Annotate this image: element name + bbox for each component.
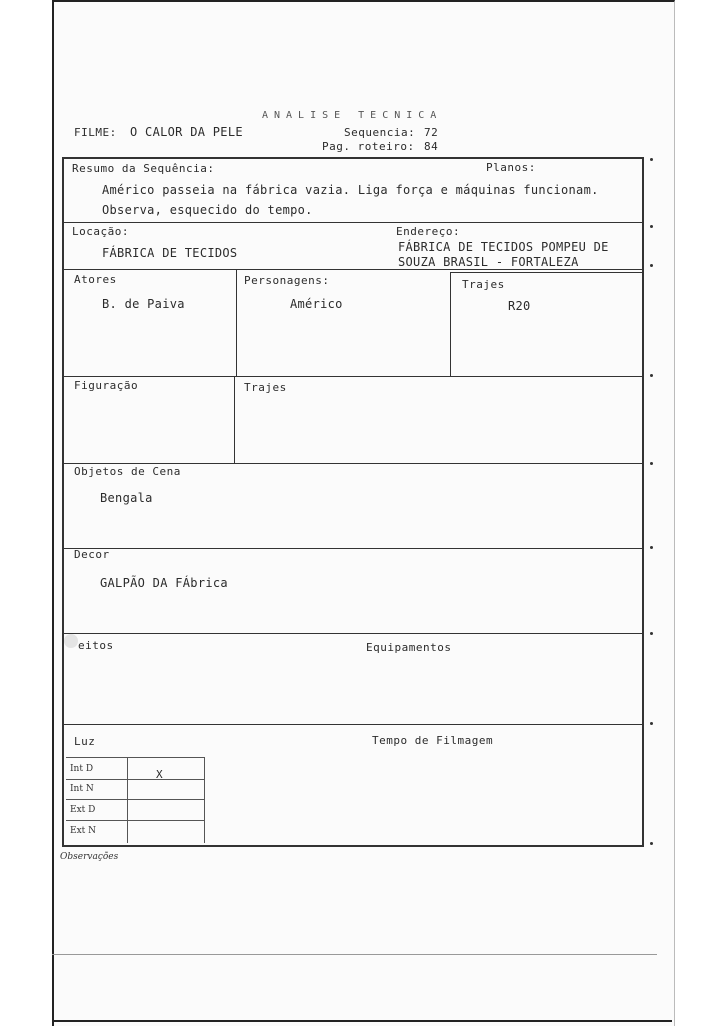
planos-label: Planos: — [486, 161, 536, 174]
trajes-label: Trajes — [462, 278, 505, 291]
equipamentos-label: Equipamentos — [366, 641, 452, 654]
page-label: Pag. roteiro: — [322, 140, 415, 153]
margin-dot — [650, 374, 653, 377]
figuracao-trajes-label: Trajes — [244, 381, 287, 394]
personagens-label: Personagens: — [244, 274, 330, 287]
luz-row-int-n: Int N — [70, 784, 94, 794]
resumo-line-1: Américo passeia na fábrica vazia. Liga força e máquinas funcionam. — [102, 183, 599, 197]
luz-mark-int-d: X — [156, 768, 164, 781]
sequence-label: Sequencia: — [344, 126, 416, 139]
margin-dot — [650, 546, 653, 549]
film-label: FILME: — [74, 126, 117, 139]
page-bottom-edge — [52, 1020, 672, 1022]
page-value: 84 — [424, 140, 439, 153]
margin-dot — [650, 158, 653, 161]
divider-personagens-trajes — [450, 272, 451, 376]
divider-decor — [62, 633, 644, 634]
luz-row-ext-d: Ext D — [70, 805, 96, 815]
divider-figuracao-trajes — [234, 376, 235, 463]
luz-table-col — [204, 757, 205, 843]
film-value: O CALOR DA PELE — [130, 125, 243, 139]
luz-table-line — [66, 820, 204, 821]
margin-dot — [650, 225, 653, 228]
atores-value: B. de Paiva — [102, 297, 185, 311]
luz-table-col — [127, 757, 128, 843]
sequence-value: 72 — [424, 126, 439, 139]
divider-efeitos — [62, 724, 644, 725]
endereco-line-1: FÁBRICA DE TECIDOS POMPEU DE — [398, 240, 609, 254]
decor-value: GALPÃO DA FÁbrica — [100, 576, 228, 590]
endereco-line-2: SOUZA BRASIL - FORTALEZA — [398, 255, 579, 269]
luz-label: Luz — [74, 735, 96, 748]
luz-table-line — [66, 799, 204, 800]
luz-table-top — [66, 757, 204, 758]
divider-trajes-top — [450, 272, 644, 273]
figuracao-label: Figuração — [74, 379, 139, 392]
margin-dot — [650, 632, 653, 635]
efeitos-label: eitos — [78, 639, 114, 652]
objetos-value: Bengala — [100, 491, 153, 505]
locacao-value: FÁBRICA DE TECIDOS — [102, 246, 238, 260]
endereco-label: Endereço: — [396, 225, 461, 238]
form-title: ANALISE TECNICA — [262, 110, 443, 121]
hole-punch-mark — [64, 634, 78, 648]
luz-row-ext-n: Ext N — [70, 826, 96, 836]
margin-dot — [650, 722, 653, 725]
atores-label: Atores — [74, 273, 117, 286]
margin-dot — [650, 264, 653, 267]
luz-row-int-d: Int D — [70, 764, 94, 774]
divider-locacao — [62, 269, 644, 270]
objetos-label: Objetos de Cena — [74, 465, 181, 478]
personagens-value: Américo — [290, 297, 343, 311]
margin-dot — [650, 842, 653, 845]
resumo-line-2: Observa, esquecido do tempo. — [102, 203, 313, 217]
divider-objetos — [62, 548, 644, 549]
divider-resumo — [62, 222, 644, 223]
page-fold-line — [52, 954, 657, 955]
decor-label: Decor — [74, 548, 110, 561]
resumo-label: Resumo da Sequência: — [72, 162, 215, 175]
divider-figuracao — [62, 463, 644, 464]
luz-table-line — [66, 779, 204, 780]
divider-elenco — [62, 376, 644, 377]
locacao-label: Locação: — [72, 225, 129, 238]
observacoes-label: Observações — [60, 852, 119, 862]
trajes-value: R20 — [508, 299, 531, 313]
tempo-filmagem-label: Tempo de Filmagem — [372, 734, 494, 747]
divider-atores-personagens — [236, 269, 237, 376]
margin-dot — [650, 462, 653, 465]
